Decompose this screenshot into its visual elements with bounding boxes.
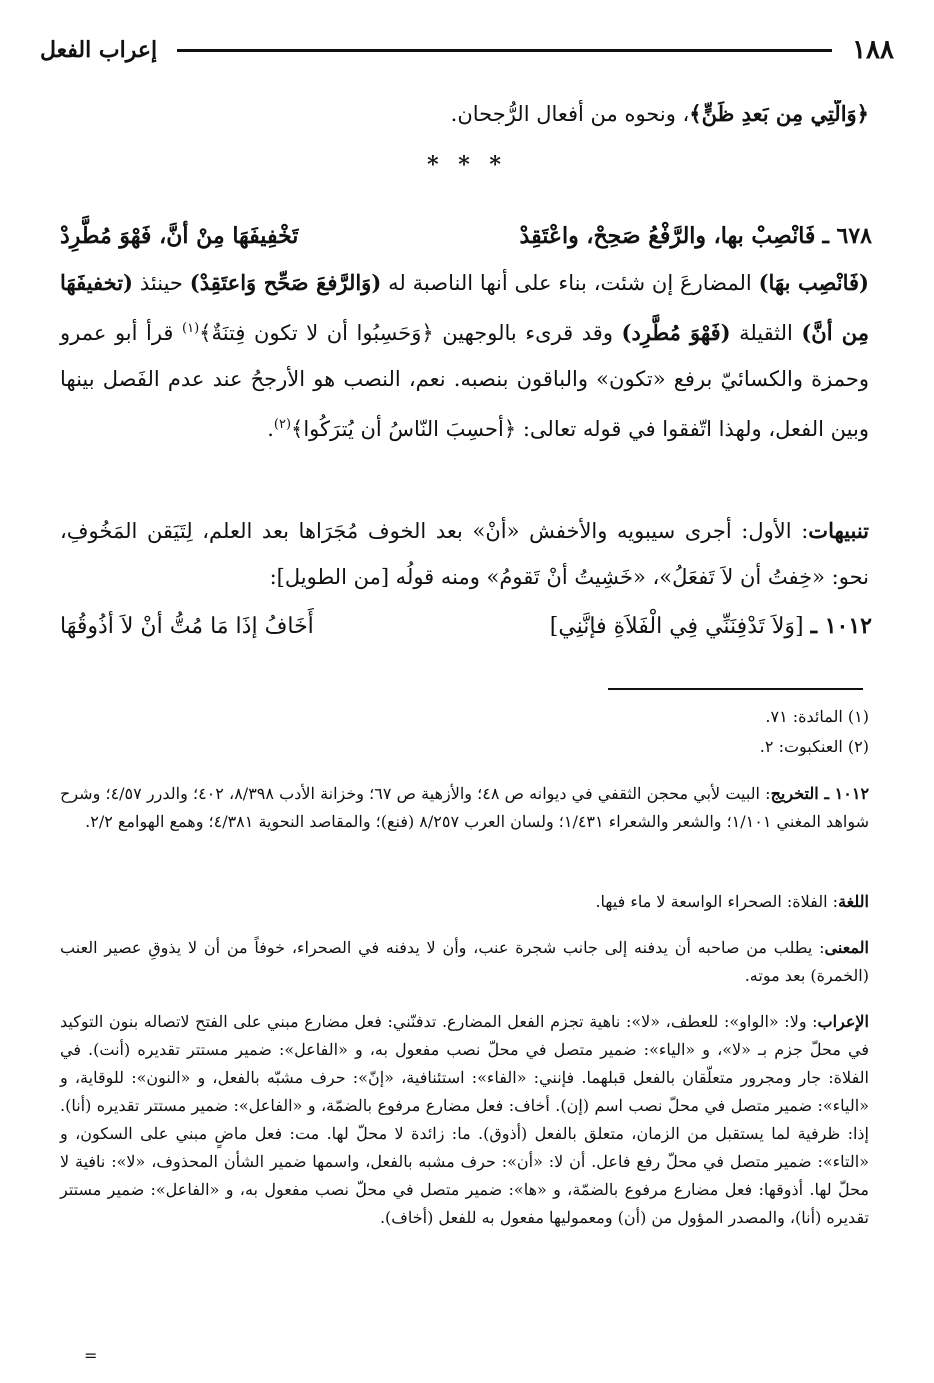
footnote-ref-2: (٢) (273, 417, 292, 432)
margin-mark: = (84, 1346, 98, 1365)
footnote-rule (608, 688, 863, 690)
verse-678 (60, 214, 872, 258)
lugha-paragraph: اللغة: الفلاة: الصحراء الواسعة لا ماء فيها. (595, 892, 869, 911)
opening-quote: ﴿وَالَّتِي مِن بَعدِ ظَنٍّ﴾ (689, 101, 869, 126)
verse-1012-first: ١٠١٢ ـ [وَلاَ تَدْفِنَنِّي فِي الْفَلاَةِ فإنَّنِي] (549, 613, 872, 639)
commentary-paragraph: (فَانْصِب بهَا) المضارعَ إن شئت، بناء على أنها الناصبة له (وَالرَّفعَ صَحِّح وَاعتَقِدْ) حينئذ (تخفيفَهَا مِن أنَّ) الثقيلة (فَهْوَ مُطَّرِد) وقد قرىء بالوجهين ﴿وَحَسِبُوا أن لا تكون فِتنَةٌ﴾$^{(١)}$ قرأ أبو عمرو وحمزة والكسائيّ برفع «تكون» والباقون بنصبه. نعم، النصب هو الأرجحُ عند عدم الفَصل بينها وبين الفعل، ولهذا اتّفقوا في قوله تعالى: ﴿أحسِبَ النّاسُ أن يُترَكُوا﴾$^{(٢)}$. (60, 270, 869, 441)
takhrij-paragraph: ١٠١٢ ـ التخريج: البيت لأبي محجن الثقفي في ديوانه ص ٤٨؛ والأزهية ص ٦٧؛ وخزانة الأدب ٨/٣٩٨، ٤٠٢؛ والدرر ٤/٥٧؛ وشرح شواهد المغني ١/١٠١؛ والشعر والشعراء ١/٤٣١؛ ولسان العرب ٨/٢٥٧ (فنع)؛ والمقاصد النحوية ٤/٣٨١؛ وهمع الهوامع ٢/٢. (60, 784, 870, 831)
maana-paragraph: المعنى: يطلب من صاحبه أن يدفنه إلى جانب شجرة عنب، وأن لا يدفنه في الصحراء، خوفاً من أن لا يذوقِ عصير العنب (الخمرة) بعد موته. (60, 938, 869, 985)
page-header (40, 30, 894, 70)
footnote-2: (٢) العنكبوت: ٢. (759, 737, 869, 756)
notes-paragraph: تنبيهات: الأول: أجرى سيبويه والأخفش «أنْ» بعد الخوف مُجَرَاها بعد العلم، لِتَيَقن المَخُوفِ، نحو: «خِفتُ أن لاَ تَفعَلُ»، «خَشِيتُ أنْ تَقومُ» ومنه قولُه [من الطويل]: (60, 518, 869, 589)
opening-line (60, 100, 869, 128)
maana-label: المعنى (824, 938, 869, 957)
verse-678-number: ٦٧٨ ـ (822, 223, 872, 249)
opening-rest: ، ونحوه من أفعال الرُّجحان. (450, 102, 690, 126)
irab-label: الإعراب (817, 1012, 869, 1031)
footnote-1: (١) المائدة: ٧١. (765, 707, 869, 726)
irab-paragraph: الإعراب: ولا: «الواو»: للعطف، «لا»: ناهية تجزم الفعل المضارع. تدفنّني: فعل مضارع مبني على الفتح لاتصاله بنون التوكيد في محلّ جزم بـ «لا»، و «الياء»: ضمير متصل في محلّ نصب مفعول به، و «الفاعل»: ضمير مستتر تقديره (أنت). في الفلاة: جار ومجرور متعلّقان بالفعل قبلهما. فإنني: «الفاء»: استئنافية، «إنّ»: حرف مشبّه بالفعل، و «النون»: للوقاية، و «الياء»: ضمير متصل في محلّ نصب اسم (إن). أخاف: فعل مضارع مرفوع بالضمّة، و «الفاعل»: ضمير مستتر تقديره (أنا). إذا: ظرفية لما يستقبل من الزمان، متعلق بالفعل (أذوق). ما: زائدة لا محلّ لها. مت: فعل ماضٍ مبني على السكون، و «التاء»: ضمير متصل في محلّ رفع فاعل. أن لا: «أن»: حرف مشبه بالفعل، واسمها ضمير الشأن المحذوف، «لا»: نافية لا محلّ لها. أذوقها: فعل مضارع مرفوع بالضمّة، و «ها»: ضمير متصل في محلّ نصب مفعول به، و «الفاعل»: ضمير مستتر تقديره (أنا)، والمصدر المؤول من (أن) ومعموليها مفعول به للفعل (أخاف). (60, 1012, 869, 1227)
footnote-ref-1: (١) (182, 321, 200, 336)
verse-1012 (60, 604, 872, 648)
notes-label: تنبيهات (808, 518, 869, 543)
running-title: إعراب الفعل (40, 37, 158, 63)
lugha-label: اللغة (838, 892, 869, 911)
verse-1012-second: أَخَافُ إذَا مَا مُتُّ أنْ لاَ أذُوقُهَا (60, 613, 314, 639)
header-rule (177, 49, 832, 52)
verse-678-second: تَخْفِيفَهَا مِنْ أنَّ، فَهْوَ مُطَّرِدْ (60, 223, 299, 249)
takhrij-label: ١٠١٢ ـ التخريج (770, 784, 870, 803)
verse-678-first: ٦٧٨ ـ فَانْصِبْ بها، والرَّفْعُ صَحِحْ، واعْتَقِدْ (519, 223, 872, 249)
section-separator: * * * (427, 152, 507, 178)
verse-1012-number: ١٠١٢ ـ (810, 613, 872, 639)
page-number: ١٨٨ (852, 35, 894, 65)
